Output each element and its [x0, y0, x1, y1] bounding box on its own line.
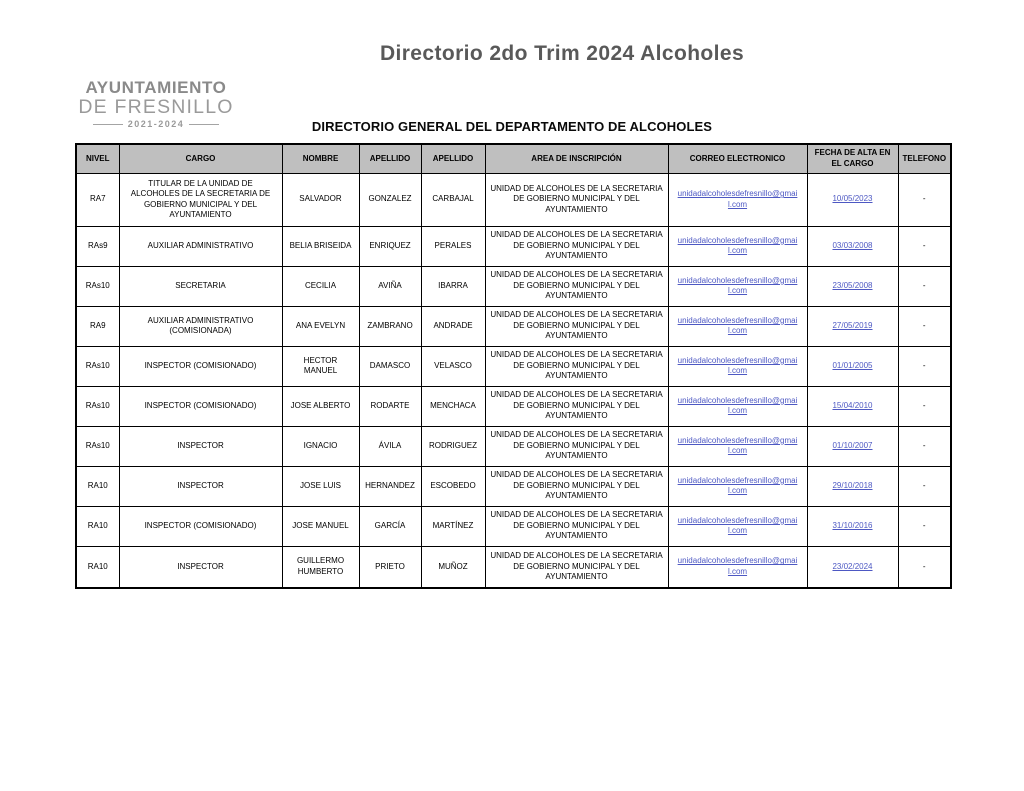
- cell-area: UNIDAD DE ALCOHOLES DE LA SECRETARIA DE GOBIERNO MUNICIPAL Y DEL AYUNTAMIENTO: [485, 306, 668, 346]
- cell-area: UNIDAD DE ALCOHOLES DE LA SECRETARIA DE GOBIERNO MUNICIPAL Y DEL AYUNTAMIENTO: [485, 226, 668, 266]
- header-area: AREA DE INSCRIPCIÓN: [485, 144, 668, 173]
- table-row: [76, 346, 951, 386]
- cell-nombre: SALVADOR: [282, 173, 359, 226]
- table-row: [76, 226, 951, 266]
- email-link[interactable]: unidadalcoholesdefresnillo@gmail.com: [677, 556, 798, 576]
- cell-area: UNIDAD DE ALCOHOLES DE LA SECRETARIA DE GOBIERNO MUNICIPAL Y DEL AYUNTAMIENTO: [485, 546, 668, 588]
- cell-telefono: -: [898, 546, 951, 588]
- cell-nivel: RA10: [76, 546, 119, 588]
- cell-apellido-materno: CARBAJAL: [421, 173, 485, 226]
- page-title: Directorio 2do Trim 2024 Alcoholes: [379, 42, 745, 65]
- fecha-alta-link[interactable]: 27/05/2019: [832, 320, 873, 330]
- cell-fecha: [807, 546, 898, 588]
- cell-area: UNIDAD DE ALCOHOLES DE LA SECRETARIA DE GOBIERNO MUNICIPAL Y DEL AYUNTAMIENTO: [485, 346, 668, 386]
- header-correo: CORREO ELECTRONICO: [668, 144, 807, 173]
- cell-cargo: INSPECTOR: [119, 546, 282, 588]
- cell-apellido-paterno: PRIETO: [359, 546, 421, 588]
- cell-apellido-paterno: GARCÍA: [359, 506, 421, 546]
- table-row: [76, 466, 951, 506]
- header-fecha: FECHA DE ALTA EN EL CARGO: [807, 144, 898, 173]
- cell-telefono: -: [898, 306, 951, 346]
- header-nombre: NOMBRE: [282, 144, 359, 173]
- cell-cargo: INSPECTOR (COMISIONADO): [119, 346, 282, 386]
- email-link[interactable]: unidadalcoholesdefresnillo@gmail.com: [677, 395, 798, 415]
- cell-fecha: [807, 346, 898, 386]
- cell-apellido-materno: IBARRA: [421, 266, 485, 306]
- cell-apellido-materno: VELASCO: [421, 346, 485, 386]
- header-cargo: CARGO: [119, 144, 282, 173]
- cell-cargo: INSPECTOR (COMISIONADO): [119, 386, 282, 426]
- cell-cargo: AUXILIAR ADMINISTRATIVO (COMISIONADA): [119, 306, 282, 346]
- header-telefono: TELEFONO: [898, 144, 951, 173]
- cell-nivel: RAs10: [76, 426, 119, 466]
- header-nivel: NIVEL: [76, 144, 119, 173]
- cell-apellido-paterno: ÁVILA: [359, 426, 421, 466]
- cell-nombre: IGNACIO: [282, 426, 359, 466]
- cell-apellido-materno: MENCHACA: [421, 386, 485, 426]
- table-header-row: [76, 144, 951, 173]
- logo-text-de-fresnillo: DE FRESNILLO: [78, 95, 234, 118]
- cell-nivel: RAs10: [76, 266, 119, 306]
- cell-apellido-materno: ANDRADE: [421, 306, 485, 346]
- cell-correo: [668, 506, 807, 546]
- cell-fecha: [807, 426, 898, 466]
- header-apellido-paterno: APELLIDO: [359, 144, 421, 173]
- cell-nivel: RA10: [76, 506, 119, 546]
- cell-nombre: CECILIA: [282, 266, 359, 306]
- cell-apellido-paterno: ZAMBRANO: [359, 306, 421, 346]
- cell-cargo: TITULAR DE LA UNIDAD DE ALCOHOLES DE LA SECRETARIA DE GOBIERNO MUNICIPAL Y DEL AYUNTAMIENTO: [119, 173, 282, 226]
- cell-correo: [668, 466, 807, 506]
- cell-correo: [668, 266, 807, 306]
- cell-area: UNIDAD DE ALCOHOLES DE LA SECRETARIA DE GOBIERNO MUNICIPAL Y DEL AYUNTAMIENTO: [485, 386, 668, 426]
- cell-nombre: GUILLERMO HUMBERTO: [282, 546, 359, 588]
- cell-cargo: SECRETARIA: [119, 266, 282, 306]
- cell-nivel: RAs10: [76, 386, 119, 426]
- cell-apellido-paterno: ENRIQUEZ: [359, 226, 421, 266]
- cell-fecha: [807, 266, 898, 306]
- cell-fecha: [807, 386, 898, 426]
- cell-apellido-paterno: GONZALEZ: [359, 173, 421, 226]
- directory-subtitle: DIRECTORIO GENERAL DEL DEPARTAMENTO DE ALCOHOLES: [311, 119, 713, 134]
- cell-correo: [668, 386, 807, 426]
- cell-nivel: RAs10: [76, 346, 119, 386]
- cell-fecha: [807, 226, 898, 266]
- email-link[interactable]: unidadalcoholesdefresnillo@gmail.com: [677, 315, 798, 335]
- email-link[interactable]: unidadalcoholesdefresnillo@gmail.com: [677, 435, 798, 455]
- email-link[interactable]: unidadalcoholesdefresnillo@gmail.com: [677, 275, 798, 295]
- fecha-alta-link[interactable]: 31/10/2016: [832, 520, 873, 530]
- fecha-alta-link[interactable]: 03/03/2008: [832, 240, 873, 250]
- table-row: [76, 506, 951, 546]
- table-row: [76, 266, 951, 306]
- fecha-alta-link[interactable]: 01/01/2005: [832, 360, 873, 370]
- cell-fecha: [807, 466, 898, 506]
- cell-fecha: [807, 506, 898, 546]
- email-link[interactable]: unidadalcoholesdefresnillo@gmail.com: [677, 515, 798, 535]
- cell-nombre: JOSE LUIS: [282, 466, 359, 506]
- email-link[interactable]: unidadalcoholesdefresnillo@gmail.com: [677, 235, 798, 255]
- cell-correo: [668, 306, 807, 346]
- cell-apellido-paterno: RODARTE: [359, 386, 421, 426]
- cell-cargo: AUXILIAR ADMINISTRATIVO: [119, 226, 282, 266]
- table-row: [76, 386, 951, 426]
- logo-text-ayuntamiento: AYUNTAMIENTO: [85, 78, 227, 97]
- fecha-alta-link[interactable]: 01/10/2007: [832, 440, 873, 450]
- cell-nivel: RA10: [76, 466, 119, 506]
- cell-area: UNIDAD DE ALCOHOLES DE LA SECRETARIA DE GOBIERNO MUNICIPAL Y DEL AYUNTAMIENTO: [485, 426, 668, 466]
- fecha-alta-link[interactable]: 23/02/2024: [832, 561, 873, 571]
- cell-area: UNIDAD DE ALCOHOLES DE LA SECRETARIA DE GOBIERNO MUNICIPAL Y DEL AYUNTAMIENTO: [485, 173, 668, 226]
- cell-apellido-paterno: AVIÑA: [359, 266, 421, 306]
- cell-telefono: -: [898, 226, 951, 266]
- cell-nivel: RAs9: [76, 226, 119, 266]
- cell-cargo: INSPECTOR: [119, 426, 282, 466]
- cell-telefono: -: [898, 466, 951, 506]
- cell-telefono: -: [898, 506, 951, 546]
- cell-apellido-materno: PERALES: [421, 226, 485, 266]
- logo-years: 2021-2024: [127, 118, 185, 129]
- cell-area: UNIDAD DE ALCOHOLES DE LA SECRETARIA DE GOBIERNO MUNICIPAL Y DEL AYUNTAMIENTO: [485, 266, 668, 306]
- cell-telefono: -: [898, 386, 951, 426]
- cell-nombre: ANA EVELYN: [282, 306, 359, 346]
- cell-apellido-materno: MUÑOZ: [421, 546, 485, 588]
- cell-correo: [668, 426, 807, 466]
- cell-telefono: -: [898, 346, 951, 386]
- cell-apellido-materno: ESCOBEDO: [421, 466, 485, 506]
- cell-fecha: [807, 306, 898, 346]
- cell-area: UNIDAD DE ALCOHOLES DE LA SECRETARIA DE GOBIERNO MUNICIPAL Y DEL AYUNTAMIENTO: [485, 466, 668, 506]
- cell-telefono: -: [898, 266, 951, 306]
- email-link[interactable]: unidadalcoholesdefresnillo@gmail.com: [677, 355, 798, 375]
- email-link[interactable]: unidadalcoholesdefresnillo@gmail.com: [677, 475, 798, 495]
- cell-nombre: JOSE ALBERTO: [282, 386, 359, 426]
- cell-correo: [668, 226, 807, 266]
- cell-nivel: RA7: [76, 173, 119, 226]
- table-row: [76, 426, 951, 466]
- cell-nombre: JOSE MANUEL: [282, 506, 359, 546]
- cell-fecha: [807, 173, 898, 226]
- cell-apellido-materno: MARTÍNEZ: [421, 506, 485, 546]
- table-row: [76, 173, 951, 226]
- cell-nombre: HECTOR MANUEL: [282, 346, 359, 386]
- cell-nombre: BELIA BRISEIDA: [282, 226, 359, 266]
- fecha-alta-link[interactable]: 15/04/2010: [832, 400, 873, 410]
- cell-area: UNIDAD DE ALCOHOLES DE LA SECRETARIA DE GOBIERNO MUNICIPAL Y DEL AYUNTAMIENTO: [485, 506, 668, 546]
- cell-telefono: -: [898, 426, 951, 466]
- cell-cargo: INSPECTOR: [119, 466, 282, 506]
- cell-apellido-materno: RODRIGUEZ: [421, 426, 485, 466]
- table-body: [76, 173, 951, 588]
- cell-correo: [668, 173, 807, 226]
- fecha-alta-link[interactable]: 10/05/2023: [832, 194, 873, 204]
- cell-cargo: INSPECTOR (COMISIONADO): [119, 506, 282, 546]
- fecha-alta-link[interactable]: 29/10/2018: [832, 480, 873, 490]
- email-link[interactable]: unidadalcoholesdefresnillo@gmail.com: [677, 189, 798, 209]
- table-row: [76, 546, 951, 588]
- cell-telefono: -: [898, 173, 951, 226]
- header-apellido-materno: APELLIDO: [421, 144, 485, 173]
- cell-apellido-paterno: HERNANDEZ: [359, 466, 421, 506]
- directory-table: [75, 143, 952, 589]
- cell-nivel: RA9: [76, 306, 119, 346]
- fecha-alta-link[interactable]: 23/05/2008: [832, 280, 873, 290]
- cell-correo: [668, 546, 807, 588]
- table-row: [76, 306, 951, 346]
- cell-correo: [668, 346, 807, 386]
- cell-apellido-paterno: DAMASCO: [359, 346, 421, 386]
